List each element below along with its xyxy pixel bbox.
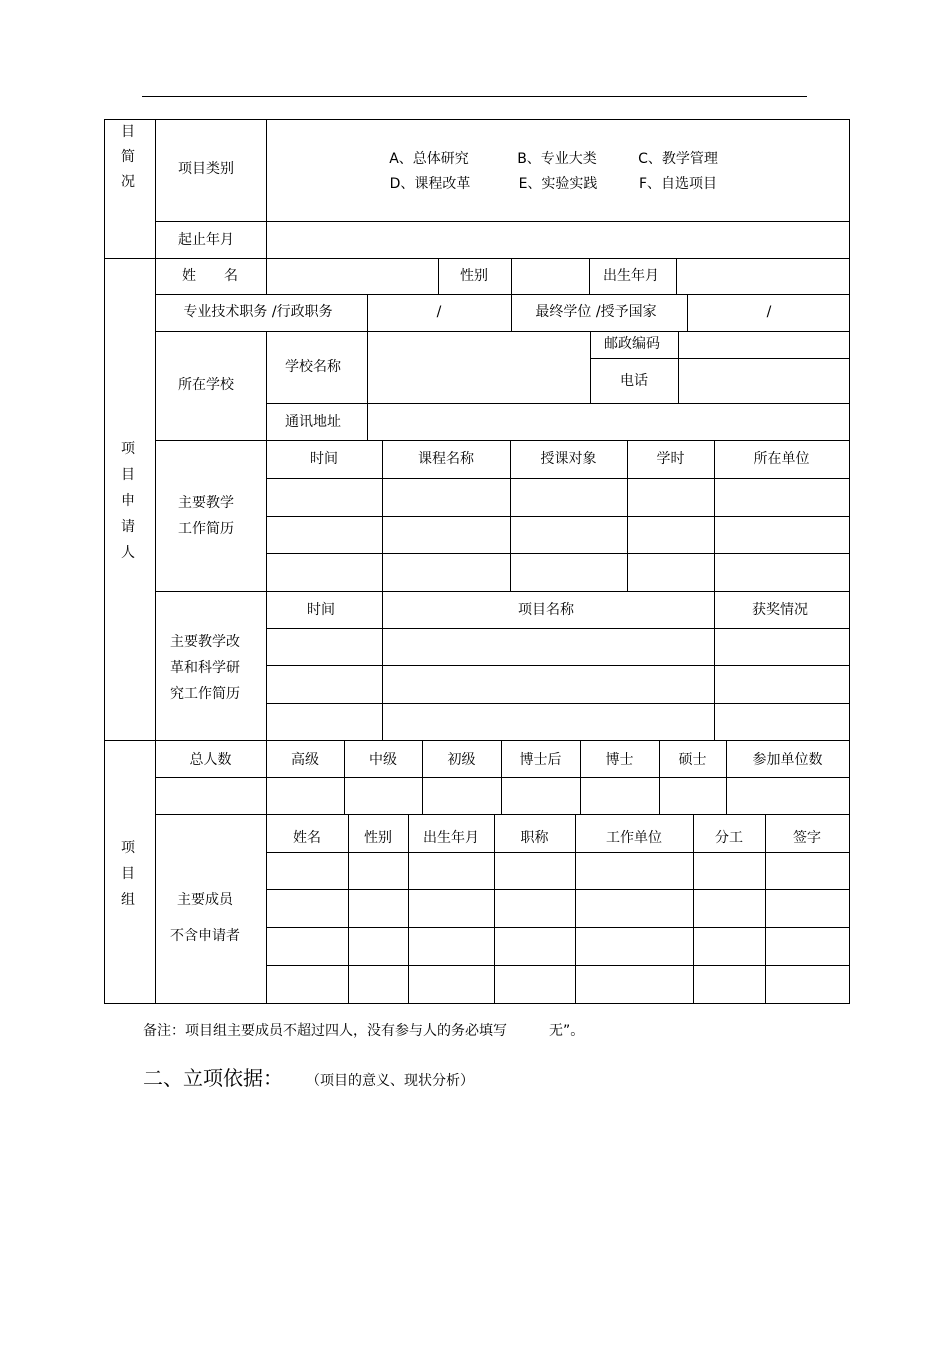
v-line [494,814,495,1004]
member-header: 签字 [793,830,821,846]
h-line [155,221,850,222]
v-line [266,119,267,259]
degree-value: / [766,304,772,320]
v-line [714,591,715,741]
section-title: 二、立项依据： [143,1066,283,1090]
research-label-line: 究工作简历 [170,686,240,702]
teaching-header: 学时 [656,451,685,467]
headcount-header: 硕士 [678,752,707,768]
h-line [155,440,850,441]
v-line [367,331,368,441]
teaching-header: 时间 [310,451,338,467]
teaching-label-line: 主要教学 [178,495,234,511]
v-line [511,294,512,332]
category-option: C、教学管理 [638,151,718,167]
category-option: D、课程改革 [389,176,471,192]
v-line [367,294,368,332]
v-line [408,814,409,1004]
teaching-label [178,490,234,542]
v-line [422,740,423,815]
v-line [501,740,502,815]
v-line [580,740,581,815]
degree-label: 最终学位 /授予国家 [535,304,657,320]
section-subtitle: （项目的意义、现状分析） [313,1073,474,1089]
v-line [348,814,349,1004]
v-line [678,331,679,404]
section-heading [143,1062,474,1091]
h-line [155,777,850,778]
applicant-section-label-line: 请 [121,519,135,535]
member-header: 工作单位 [606,830,662,846]
v-line [687,294,688,332]
headcount-header: 博士后 [519,752,562,768]
member-header: 出生年月 [423,830,479,846]
headcount-header: 总人数 [189,752,232,768]
postcode-label: 邮政编码 [604,336,660,352]
headcount-header: 中级 [369,752,397,768]
table-right-border [849,119,850,1004]
member-header: 职称 [520,830,549,846]
gender-label: 性别 [460,268,488,284]
v-line [590,331,591,404]
headcount-header: 初级 [447,752,476,768]
title-value: / [436,304,442,320]
v-line [438,258,439,295]
table-bottom-border [104,1003,850,1004]
members-label [170,882,240,954]
h-line [155,294,850,295]
v-line [344,740,345,815]
footnote: 备注：项目组主要成员不超过四人，没有参与人的务必填写 无”。 [143,1023,585,1039]
members-label-line: 不含申请者 [170,928,240,944]
h-line [266,665,850,666]
teaching-header: 课程名称 [418,451,474,467]
v-line [765,814,766,1004]
group-section-label [121,835,135,913]
table-top-border [104,119,850,120]
address-label: 通讯地址 [285,414,341,430]
v-line [266,814,267,1004]
research-label-line: 主要教学改 [170,634,240,650]
brief-section-label-line: 目 [121,124,135,140]
member-header: 姓名 [293,830,321,846]
research-label [170,629,240,707]
v-line [726,740,727,815]
category-option: A、总体研究 [389,151,469,167]
member-header: 性别 [364,830,392,846]
v-line [575,814,576,1004]
headcount-header: 博士 [605,752,634,768]
category-label: 项目类别 [178,161,234,177]
v-line [382,440,383,592]
applicant-section-label-line: 人 [121,545,135,561]
section-divider [104,258,850,259]
v-line [266,331,267,441]
brief-section-label-line: 况 [121,174,135,190]
school-label: 所在学校 [178,377,234,393]
applicant-section-label [121,436,135,566]
v-line [511,258,512,295]
group-section-label-line: 项 [121,840,135,856]
period-label: 起止年月 [178,232,234,248]
phone-label: 电话 [620,373,648,389]
v-line [382,591,383,741]
v-line [659,740,660,815]
v-line [266,258,267,295]
h-line [590,358,850,359]
name-label: 姓 名 [182,268,238,284]
v-line [676,258,677,295]
h-line [266,403,850,404]
category-option: F、自选项目 [638,176,718,192]
h-line [266,628,850,629]
research-label-line: 革和科学研 [170,660,240,676]
title-label: 专业技术职务 /行政职务 [183,304,333,320]
section-label-divider [155,119,156,1004]
v-line [266,740,267,815]
teaching-label-line: 工作简历 [178,521,234,537]
research-header: 时间 [307,602,335,618]
table-left-border [104,119,105,1004]
group-section-label-line: 目 [121,866,135,882]
v-line [266,440,267,592]
header-rule [142,96,807,97]
h-line [155,814,850,815]
brief-section-label-line: 简 [121,149,135,165]
h-line [155,331,850,332]
brief-section-label [121,120,135,195]
category-option: B、专业大类 [517,151,597,167]
v-line [693,814,694,1004]
school-name-label: 学校名称 [285,359,341,375]
applicant-section-label-line: 项 [121,441,135,457]
teaching-header: 所在单位 [753,451,810,467]
h-line [266,965,850,966]
applicant-section-label-line: 申 [121,493,135,509]
group-section-label-line: 组 [121,892,135,908]
v-line [627,440,628,592]
v-line [714,440,715,592]
birth-label: 出生年月 [603,268,659,284]
h-line [266,852,850,853]
headcount-header: 高级 [291,752,319,768]
research-header: 获奖情况 [752,602,808,618]
v-line [589,258,590,295]
h-line [155,591,850,592]
h-line [266,889,850,890]
members-label-line: 主要成员 [177,892,233,908]
member-header: 分工 [715,830,743,846]
research-header: 项目名称 [518,602,574,618]
h-line [266,553,850,554]
v-line [266,591,267,741]
v-line [510,440,511,592]
h-line [266,927,850,928]
category-option: E、实验实践 [518,176,598,192]
teaching-header: 授课对象 [540,451,597,467]
section-divider [104,740,850,741]
h-line [266,478,850,479]
applicant-section-label-line: 目 [121,467,135,483]
headcount-header: 参加单位数 [752,752,823,768]
h-line [266,703,850,704]
h-line [266,516,850,517]
